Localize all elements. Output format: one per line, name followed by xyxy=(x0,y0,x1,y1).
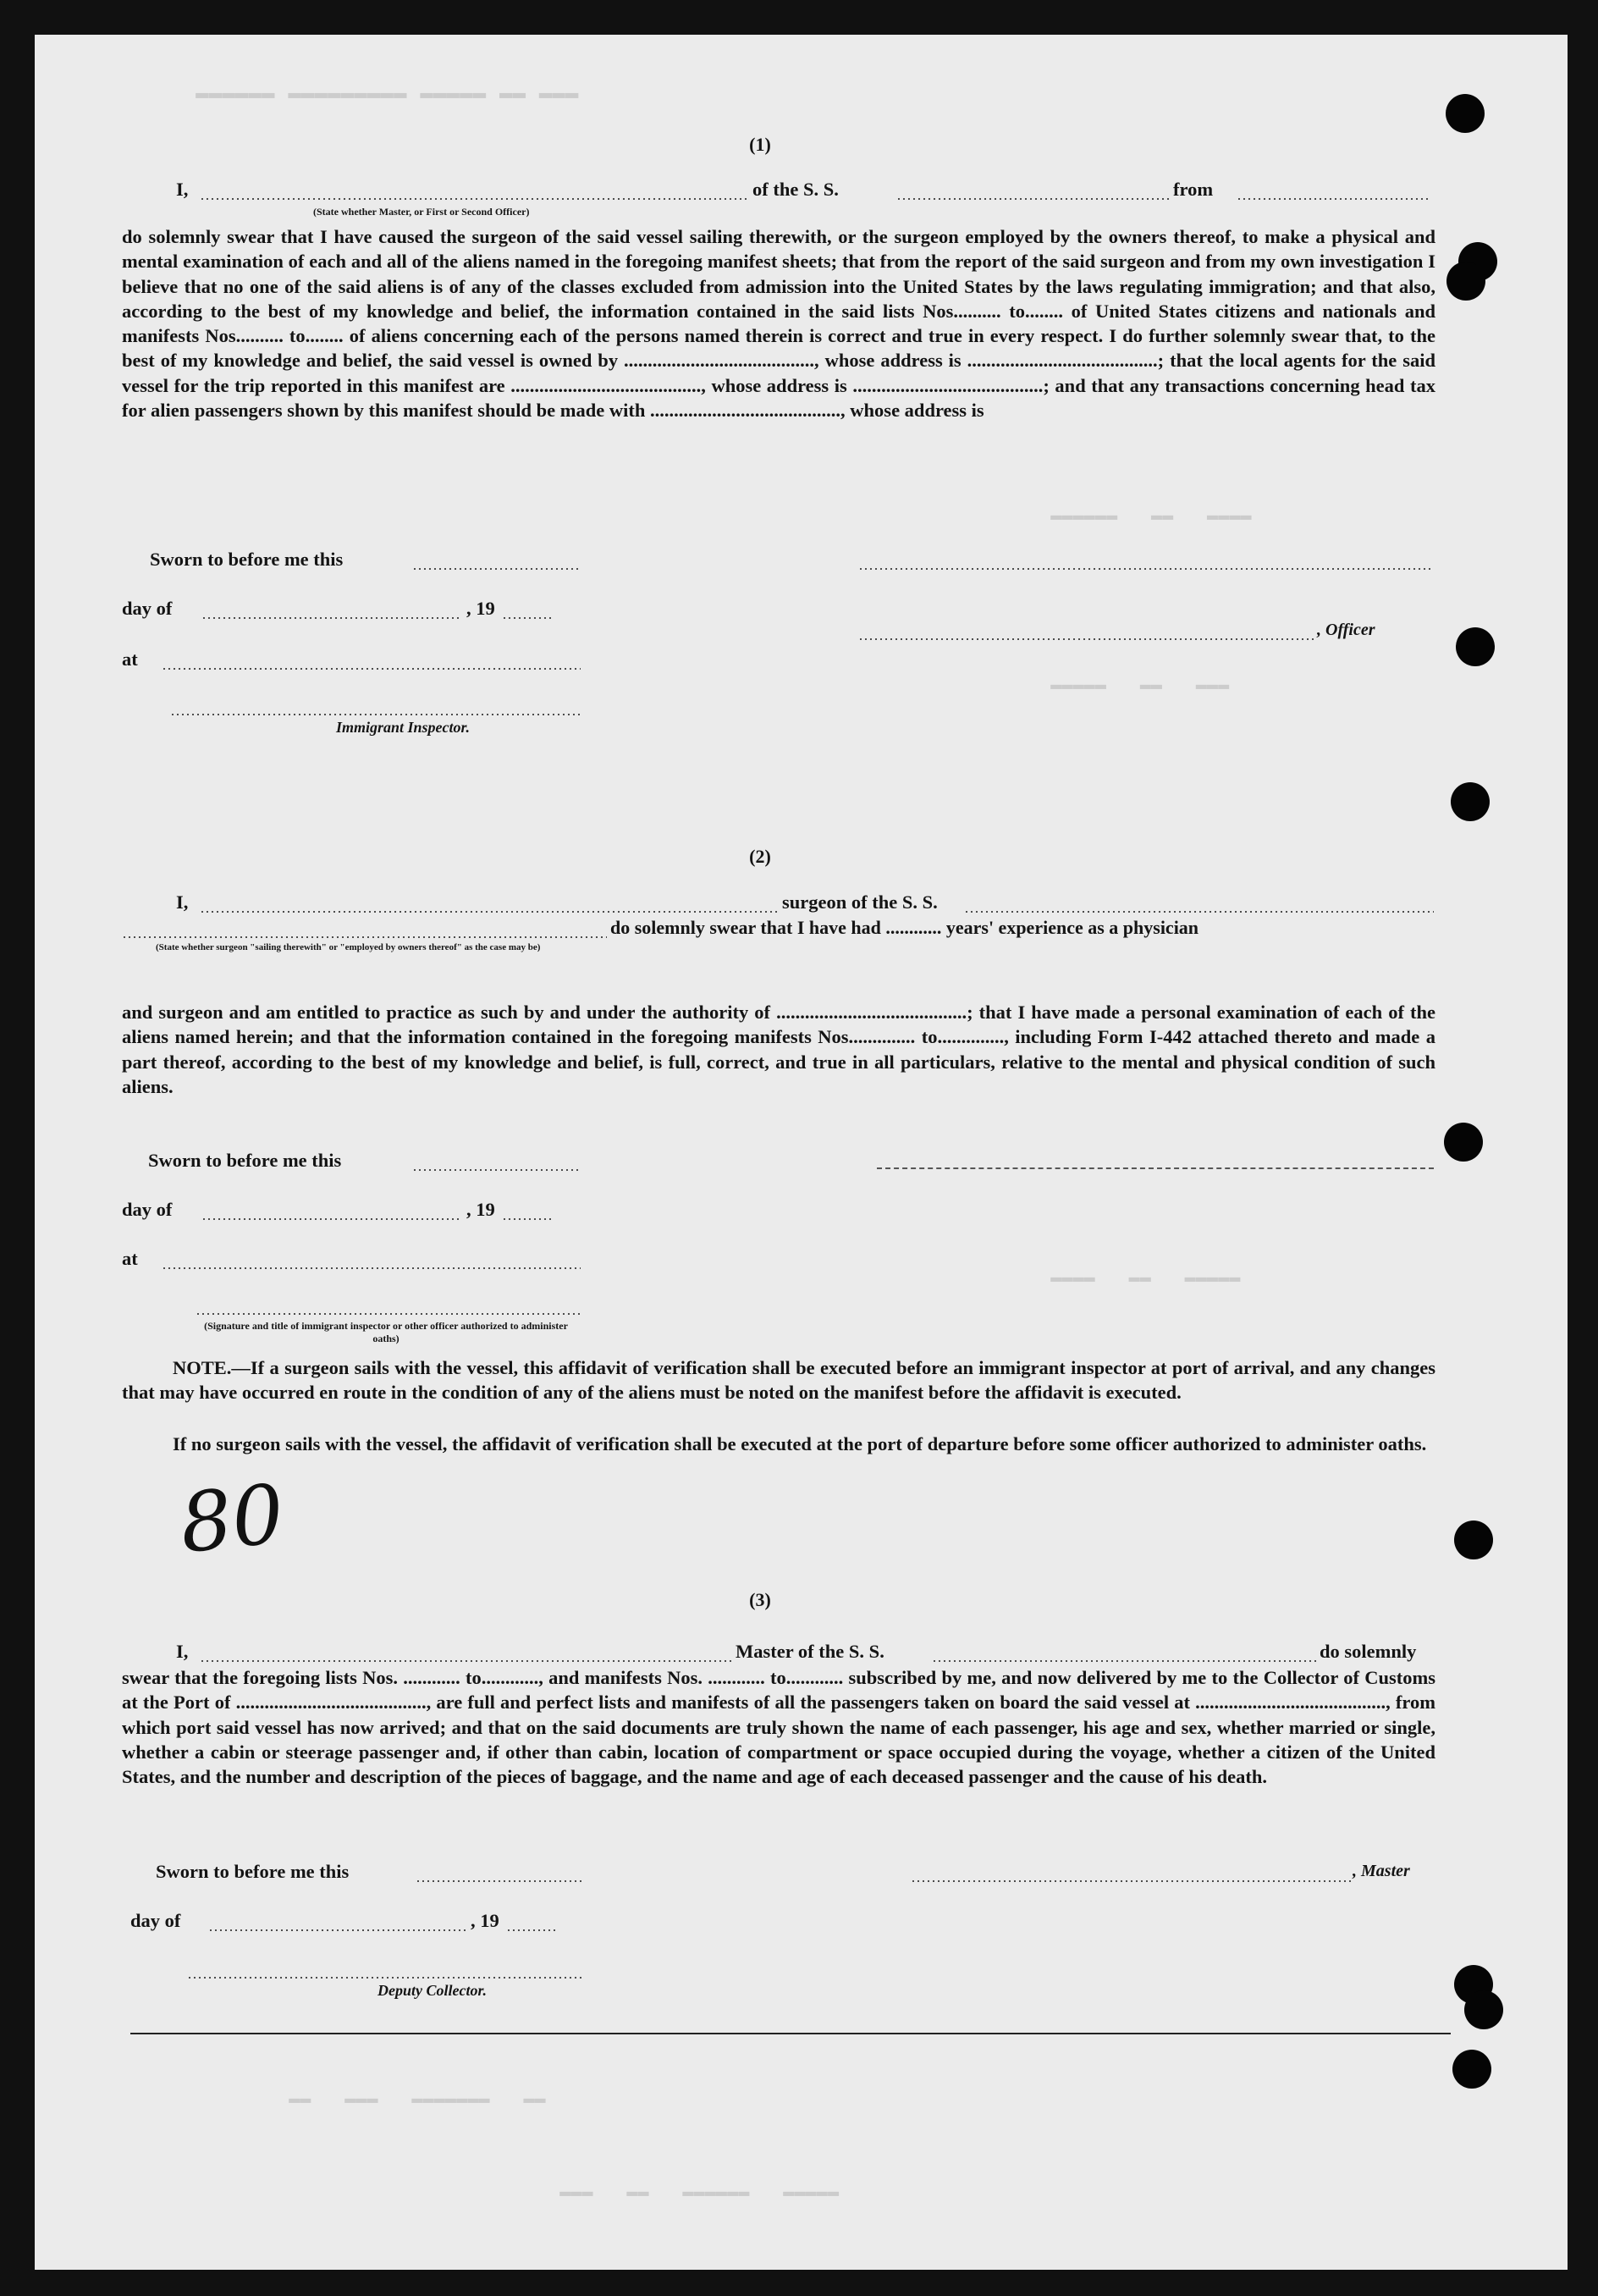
surgeon-of-label: surgeon of the S. S. xyxy=(782,891,938,913)
year-field[interactable] xyxy=(502,617,553,619)
do-solemnly-label: do solemnly xyxy=(1320,1641,1417,1662)
master-name-field[interactable] xyxy=(200,198,750,200)
day-of-label: day of xyxy=(130,1910,181,1931)
year-label: , 19 xyxy=(471,1910,499,1931)
inspector-signature-field[interactable] xyxy=(170,714,581,715)
bleed-through: ▬▬▬▬ ▬▬ ▬▬▬▬▬▬ xyxy=(1050,509,1252,530)
year-label: , 19 xyxy=(466,1199,495,1220)
year-prefix: 19 xyxy=(480,1910,499,1931)
bottom-rule xyxy=(130,2033,1451,2034)
signature-caption: (Signature and title of immigrant inspector or other officer authorized to administer oaths) xyxy=(204,1320,568,1344)
surgeon-name-field[interactable] xyxy=(200,911,780,913)
note-paragraph xyxy=(122,1355,1435,1405)
note-paragraph-2: If no surgeon sails with the vessel, the affidavit of verification shall be executed at the port of departure before some officer authorized to administer oaths. xyxy=(173,1433,1427,1454)
punch-hole xyxy=(1446,262,1485,301)
at-label: at xyxy=(122,649,138,670)
sworn-field[interactable] xyxy=(416,1880,585,1882)
deputy-signature-field[interactable] xyxy=(187,1977,585,1979)
punch-hole xyxy=(1456,627,1495,666)
note-text: —If a surgeon sails with the vessel, this affidavit of verification shall be executed before an immigrant inspector at port of arrival, and any changes that may have occurred en route in the condition of any of the aliens must be noted on the manifest before the affidavit is executed. xyxy=(122,1357,1435,1404)
day-field[interactable] xyxy=(201,617,462,619)
punch-hole xyxy=(1464,1990,1503,2029)
year-field[interactable] xyxy=(506,1929,557,1931)
state-caption: (State whether Master, or First or Second Officer) xyxy=(313,206,530,218)
day-of-label: day of xyxy=(122,1199,173,1220)
section-number: (2) xyxy=(749,846,771,867)
punch-hole xyxy=(1454,1521,1493,1559)
day-field[interactable] xyxy=(208,1929,466,1931)
surgeon-state-caption: (State whether surgeon "sailing therewith" or "employed by owners thereof" as the case may be) xyxy=(156,942,541,952)
sworn-label: Sworn to before me this xyxy=(148,1150,342,1171)
line-i: I, xyxy=(176,1641,189,1662)
surgeon-ship-field[interactable] xyxy=(964,911,1434,913)
bleed-through: ▬▬▬▬▬ ▬▬▬▬▬▬ ▬▬ ▬▬▬ xyxy=(559,2185,840,2206)
punch-hole xyxy=(1446,94,1485,133)
officer-title: Officer xyxy=(1325,621,1375,639)
year-prefix: 19 xyxy=(476,598,495,619)
form-page xyxy=(35,35,1568,2270)
inspector-signature-line xyxy=(877,1167,1434,1169)
day-field[interactable] xyxy=(201,1218,462,1220)
handwritten-number: 80 xyxy=(175,1465,289,1572)
bleed-through: ▬▬▬▬▬ ▬▬ ▬▬▬▬ xyxy=(1050,1271,1241,1292)
year-field[interactable] xyxy=(502,1218,553,1220)
master-signature-field[interactable] xyxy=(911,1880,1351,1882)
at-label: at xyxy=(122,1248,138,1269)
master-title: Master xyxy=(1361,1862,1410,1880)
bleed-through: ▬▬▬ ▬▬ ▬▬▬▬▬ ▬▬▬▬▬▬▬▬▬ ▬▬▬▬▬▬ xyxy=(196,86,579,111)
punch-hole xyxy=(1444,1123,1483,1162)
surgeon-swear-line: do solemnly swear that I have had ............ years' experience as a physician xyxy=(610,917,1199,938)
line-i: I, xyxy=(176,179,189,200)
officer-line-field[interactable] xyxy=(858,638,1315,640)
at-field[interactable] xyxy=(162,1267,581,1269)
section-number: (3) xyxy=(749,1589,771,1610)
punch-hole xyxy=(1452,2050,1491,2089)
at-field[interactable] xyxy=(162,668,581,670)
note-label: NOTE. xyxy=(173,1357,232,1378)
master-label: , Master xyxy=(1353,1862,1410,1880)
bleed-through: ▬▬ ▬▬▬▬▬▬▬ ▬▬▬ ▬▬ xyxy=(289,2092,546,2113)
year-prefix: 19 xyxy=(476,1199,495,1220)
master-ship-field[interactable] xyxy=(932,1660,1317,1662)
sworn-label: Sworn to before me this xyxy=(156,1861,350,1882)
master-name-field[interactable] xyxy=(200,1660,733,1662)
officer-signature-field[interactable] xyxy=(858,568,1434,570)
section3-body: swear that the foregoing lists Nos. ............ to............, and manifests Nos. ............ to............ subscribed by me, and now delivered by me to the Collector of Customs at the Port of ........................................, are full and perfect lists and manifests of all the passengers taken on board the said vessel at ........................................, from which port said vessel has now arrived; and that on the said documents are truly shown the name of each passenger, his age and sex, whether married or single, whether a cabin or steerage passenger and, if other than cabin, location of compartment or space occupied during the voyage, whether a citizen of the United States, and the number and description of the pieces of baggage, and the name and age of each deceased passenger and the cause of his death. xyxy=(122,1667,1435,1788)
master-of-label: Master of the S. S. xyxy=(736,1641,884,1662)
day-of-label: day of xyxy=(122,598,173,619)
sworn-field[interactable] xyxy=(412,568,581,570)
sworn-field[interactable] xyxy=(412,1169,581,1171)
punch-hole xyxy=(1451,782,1490,821)
deputy-caption: Deputy Collector. xyxy=(377,1982,487,1999)
officer-label: , Officer xyxy=(1317,621,1375,639)
from-label: from xyxy=(1173,179,1214,200)
ship-name-field[interactable] xyxy=(896,198,1169,200)
year-label: , 19 xyxy=(466,598,495,619)
section-number: (1) xyxy=(749,134,771,155)
section1-body: do solemnly swear that I have caused the surgeon of the said vessel sailing therewith, or the surgeon employed by the owners thereof, to make a physical and mental examination of each and all of the aliens named in the foregoing manifest sheets; that from the report of the said surgeon and from my own investigation I believe that no one of the said aliens is of any of the classes excluded from admission into the United States by the laws regulating immigration; and that also, according to the best of my knowledge and belief, the information contained in the said lists Nos.......... to........ of United States citizens and nationals and manifests Nos.......... to........ of aliens concerning each of the persons named therein is correct and true in every respect. I do further solemnly swear that, to the best of my knowledge and belief, the said vessel is owned by ........................................, whose address is ........................................; that the local agents for the said vessel for the trip reported in this manifest are ........................................, whose address is ........................................; and that any transactions concerning head tax for alien passengers shown by this manifest should be made with ........................................, whose address is xyxy=(122,226,1435,422)
inspector-caption: Immigrant Inspector. xyxy=(336,719,471,736)
line-i: I, xyxy=(176,891,189,913)
surgeon-role-field[interactable] xyxy=(122,936,607,938)
bleed-through: ▬▬▬ ▬▬ ▬▬▬▬▬ xyxy=(1050,678,1230,699)
of-the-ss-label: of the S. S. xyxy=(752,179,839,200)
sworn-label: Sworn to before me this xyxy=(150,549,344,570)
from-field[interactable] xyxy=(1237,198,1431,200)
signature-field[interactable] xyxy=(196,1313,581,1315)
section2-body: and surgeon and am entitled to practice as such by and under the authority of ........................................; that I have made a personal examination of each of the aliens named herein; and that the information contained in the foregoing manifests Nos.............. to.............., including Form I-442 attached thereto and made a part thereof, according to the best of my knowledge and belief, is full, correct, and true in all particulars, relative to the mental and physical condition of such aliens. xyxy=(122,1002,1435,1097)
